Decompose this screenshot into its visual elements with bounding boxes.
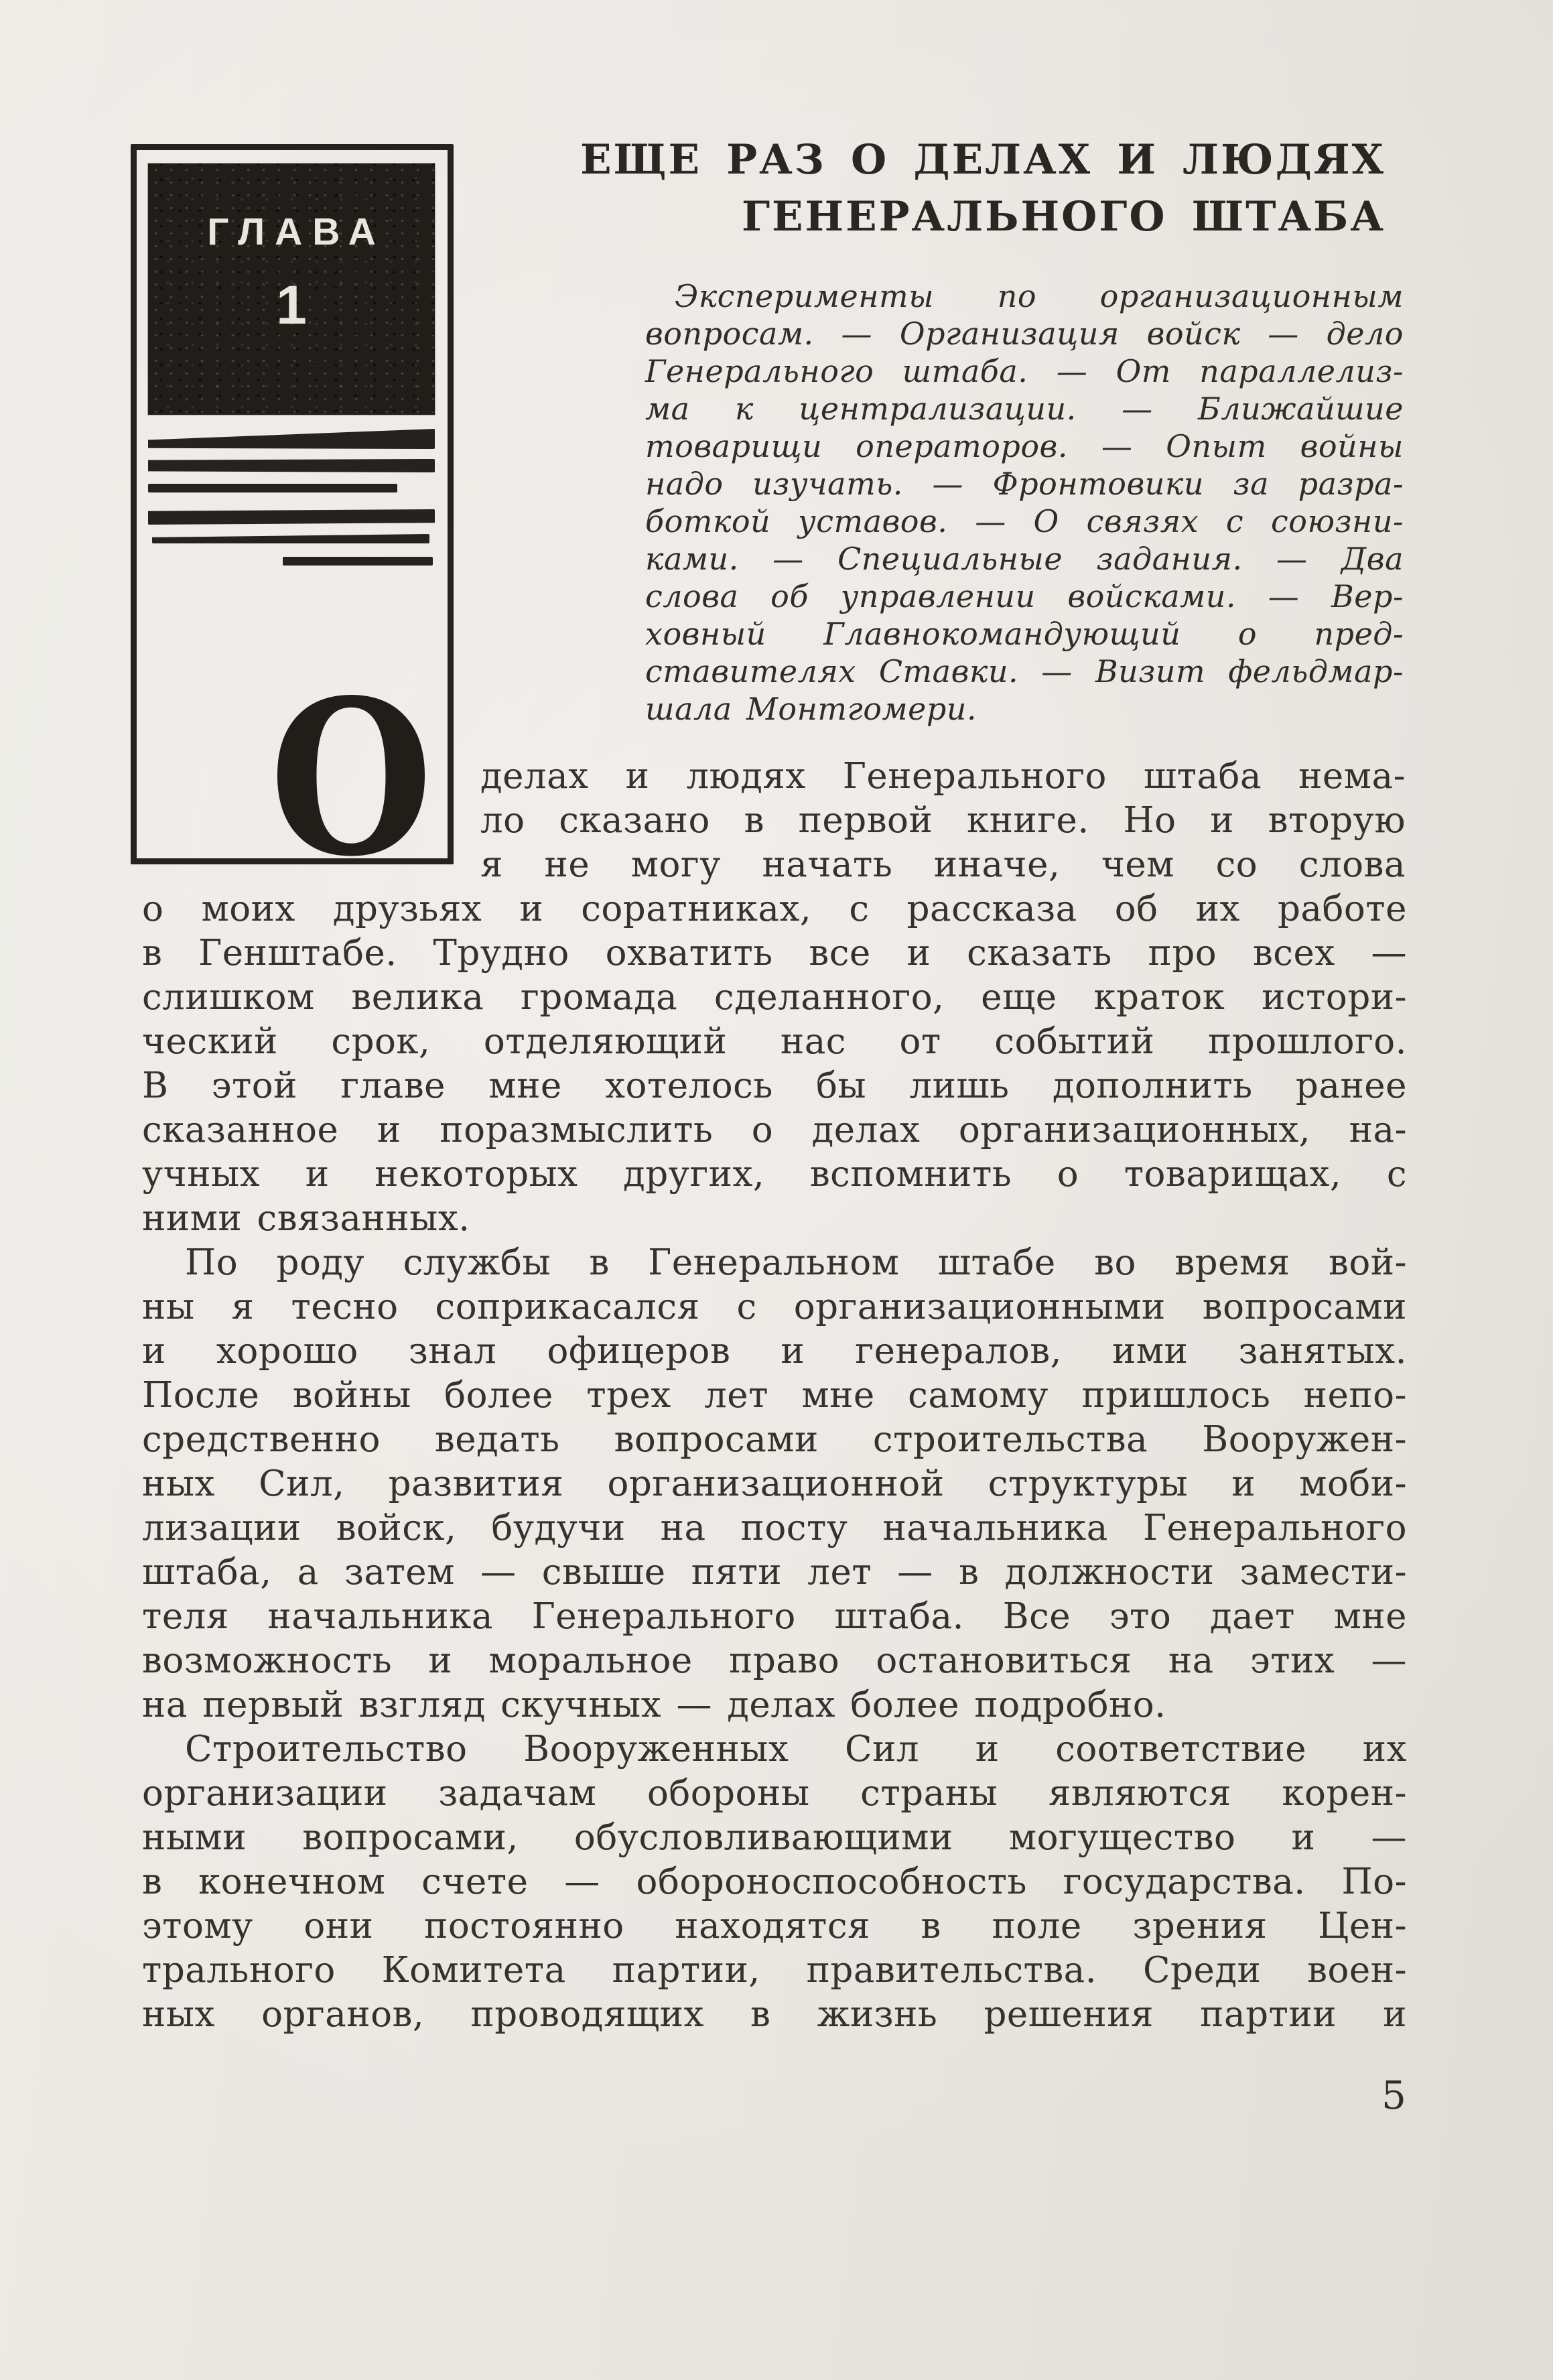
ornament-stripe	[148, 509, 435, 525]
text-line: этому они постоянно находятся в поле зрения Цен-	[142, 1906, 1407, 1946]
paragraph-1	[142, 887, 1407, 1241]
text-line: После войны более трех лет мне самому пришлось непо-	[142, 1375, 1407, 1416]
text-line: сказанное и поразмыслить о делах организационных, на-	[142, 1110, 1407, 1150]
text-line: Строительство Вооруженных Сил и соответствие их	[185, 1729, 1407, 1770]
chapter-number: 1	[276, 275, 307, 336]
text-line: надо изучать. — Фронтовики за разра-	[645, 466, 1404, 502]
drop-cap: О	[269, 653, 433, 903]
chapter-title	[580, 131, 1386, 245]
ornament-stripe	[152, 534, 429, 543]
body-text	[142, 887, 1407, 2037]
text-line: ными вопросами, обусловливающими могущество и —	[142, 1817, 1407, 1858]
ornament-stripe	[148, 484, 397, 492]
text-line: шала Монтгомери.	[645, 691, 977, 727]
ornament-stripe	[148, 459, 435, 472]
chapter-ornament	[131, 144, 454, 903]
chapter-title-line-1: ЕЩЕ РАЗ О ДЕЛАХ И ЛЮДЯХ	[580, 136, 1386, 184]
chapter-title-line-2: ГЕНЕРАЛЬНОГО ШТАБА	[741, 193, 1386, 241]
text-line: трального Комитета партии, правительства. Среди воен-	[142, 1950, 1407, 1991]
text-line: товарищи операторов. — Опыт войны	[645, 428, 1404, 464]
text-line: лизации войск, будучи на посту начальника Генерального	[142, 1508, 1407, 1548]
text-line: делах и людях Генерального штаба нема-	[480, 756, 1406, 797]
text-line: ных Сил, развития организационной структуры и моби-	[142, 1463, 1407, 1504]
text-line: По роду службы в Генеральном штабе во время вой-	[185, 1242, 1407, 1283]
text-line: слова об управлении войсками. — Вер-	[645, 578, 1404, 614]
text-line: теля начальника Генерального штаба. Все это дает мне	[142, 1596, 1407, 1637]
text-line: ками. — Специальные задания. — Два	[645, 541, 1404, 577]
text-line: Эксперименты по организационным	[675, 278, 1404, 314]
text-line: ма к централизации. — Ближайшие	[645, 391, 1404, 427]
text-line: я не могу начать иначе, чем со слова	[480, 844, 1406, 885]
text-line: ними связанных.	[142, 1198, 470, 1239]
text-line: ло сказано в первой книге. Но и вторую	[480, 800, 1406, 841]
text-line: В этой главе мне хотелось бы лишь дополнить ранее	[142, 1065, 1407, 1106]
paragraph-2	[142, 1241, 1407, 1727]
body-text-beside-ornament	[480, 754, 1406, 887]
text-line: ческий срок, отделяющий нас от событий прошлого.	[142, 1021, 1407, 1062]
text-line: в конечном счете — обороноспособность государства. По-	[142, 1861, 1407, 1902]
text-line: организации задачам обороны страны являются корен-	[142, 1773, 1407, 1814]
text-line: вопросам. — Организация войск — дело	[645, 316, 1404, 352]
text-line: боткой уставов. — О связях с союзни-	[645, 503, 1404, 539]
text-line: ставителях Ставки. — Визит фельдмар-	[645, 653, 1404, 689]
chapter-label: ГЛАВА	[207, 210, 386, 253]
text-line: на первый взгляд скучных — делах более подробно.	[142, 1684, 1166, 1725]
text-line: штаба, а затем — свыше пяти лет — в должности замести-	[142, 1552, 1407, 1593]
text-line: Генерального штаба. — От параллелиз-	[645, 353, 1404, 389]
text-line: о моих друзьях и соратниках, с рассказа об их работе	[142, 888, 1407, 929]
text-line: слишком велика громада сделанного, еще краток истори-	[142, 977, 1407, 1018]
text-line: и хорошо знал офицеров и генералов, ими занятых.	[142, 1331, 1407, 1372]
text-line: ных органов, проводящих в жизнь решения партии и	[142, 1994, 1407, 2035]
text-line: средственно ведать вопросами строительства Вооружен-	[142, 1419, 1407, 1460]
text-line: ховный Главнокомандующий о пред-	[645, 616, 1404, 652]
text-line: ны я тесно соприкасался с организационными вопросами	[142, 1286, 1407, 1327]
text-line: учных и некоторых других, вспомнить о товарищах, с	[142, 1154, 1407, 1195]
text-line: в Генштабе. Трудно охватить все и сказать про всех —	[142, 933, 1407, 974]
ornament-stripe	[283, 557, 433, 566]
page-number: 5	[1381, 2072, 1406, 2118]
chapter-summary	[645, 277, 1404, 728]
paragraph-3	[142, 1727, 1407, 2037]
text-line: возможность и моральное право остановиться на этих —	[142, 1640, 1407, 1681]
ornament-stripe	[148, 429, 435, 449]
chapter-plate	[148, 163, 435, 415]
